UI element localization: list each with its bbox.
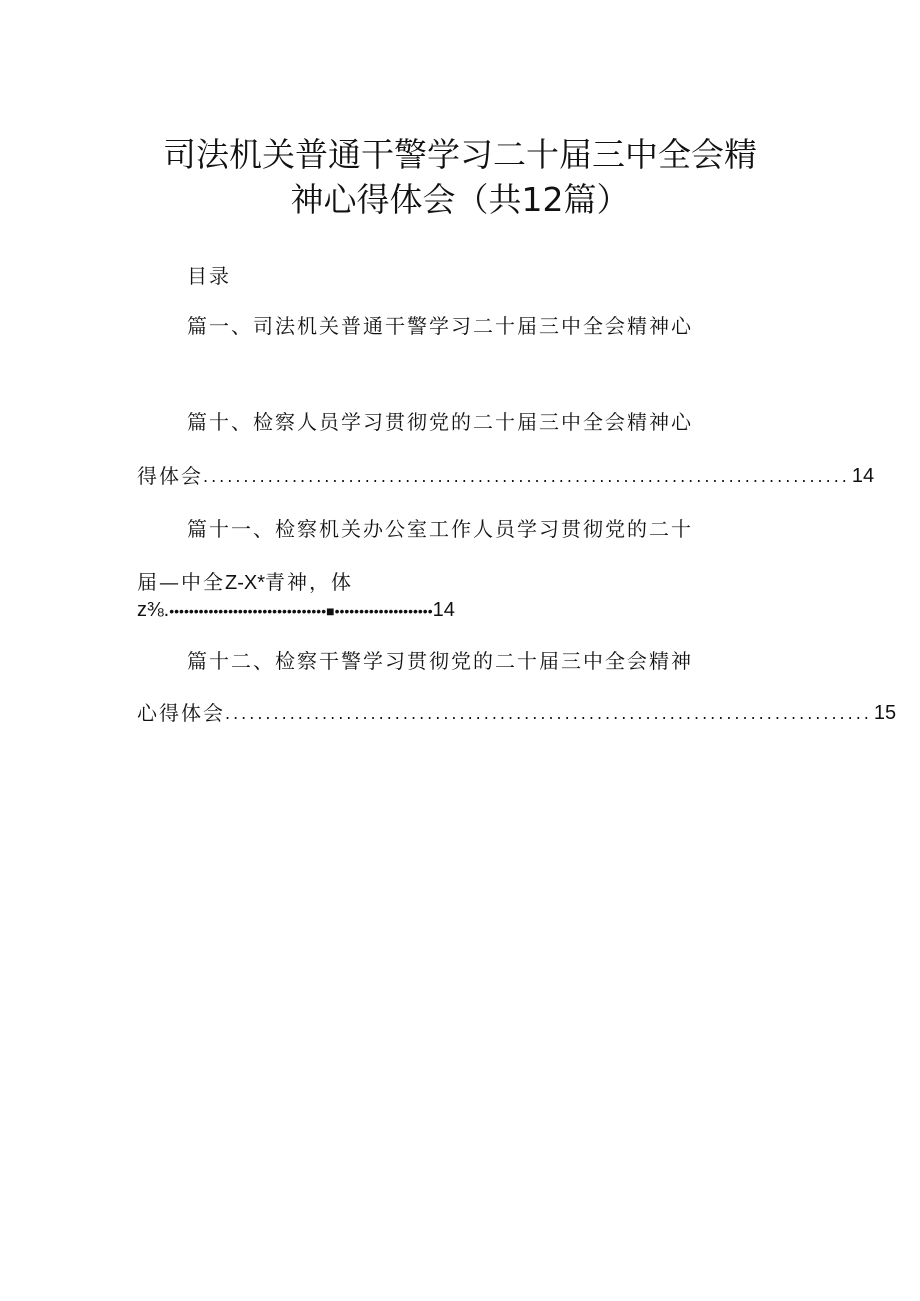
toc-entry-12-line-1[interactable]: 篇十二、检察干警学习贯彻党的二十届三中全会精神 <box>187 649 693 673</box>
toc-entry-11-block: ■ <box>326 603 335 619</box>
toc-heading: 目录 <box>187 264 231 288</box>
toc-entry-10-page-number: 14 <box>851 465 875 487</box>
toc-entry-12-leader: ................................................................................ <box>225 704 872 723</box>
toc-entry-11-leader-a: •••••••••••••••••••••••••••••••• <box>169 603 327 619</box>
toc-entry-10-text: 得体会 <box>137 464 203 488</box>
toc-entry-11-text-a: 届—中全 <box>137 570 225 594</box>
toc-entry-10-line-1[interactable]: 篇十、检察人员学习贯彻党的二十届三中全会精神心 <box>187 410 693 434</box>
toc-entry-11-page-number: 14 <box>432 599 455 621</box>
toc-entry-11-leader-b: •••••••••••••••••••• <box>334 603 433 619</box>
toc-entry-10-leader: ................................................................................ <box>203 467 850 486</box>
toc-entry-11-line-1[interactable]: 篇十一、检察机关办公室工作人员学习贯彻党的二十 <box>187 517 693 541</box>
document-title-line-2: 神心得体会（共12篇） <box>290 180 630 219</box>
toc-entry-11-line-2[interactable] <box>137 568 353 597</box>
toc-entry-12-line-2[interactable] <box>137 699 897 727</box>
toc-entry-11-prefix: z⅜. <box>137 599 170 621</box>
toc-entry-1-line-1[interactable]: 篇一、司法机关普通干警学习二十届三中全会精神心 <box>187 314 693 338</box>
document-title-line-1: 司法机关普通干警学习二十届三中全会精 <box>163 135 757 174</box>
toc-entry-11-text-c: 青神，体 <box>265 570 353 594</box>
toc-entry-11-line-3[interactable] <box>137 596 455 625</box>
toc-entry-11-text-b: Z-X* <box>225 572 265 594</box>
toc-entry-10-line-2[interactable] <box>137 462 875 490</box>
toc-entry-12-text: 心得体会 <box>137 701 225 725</box>
toc-entry-12-page-number: 15 <box>873 702 897 724</box>
